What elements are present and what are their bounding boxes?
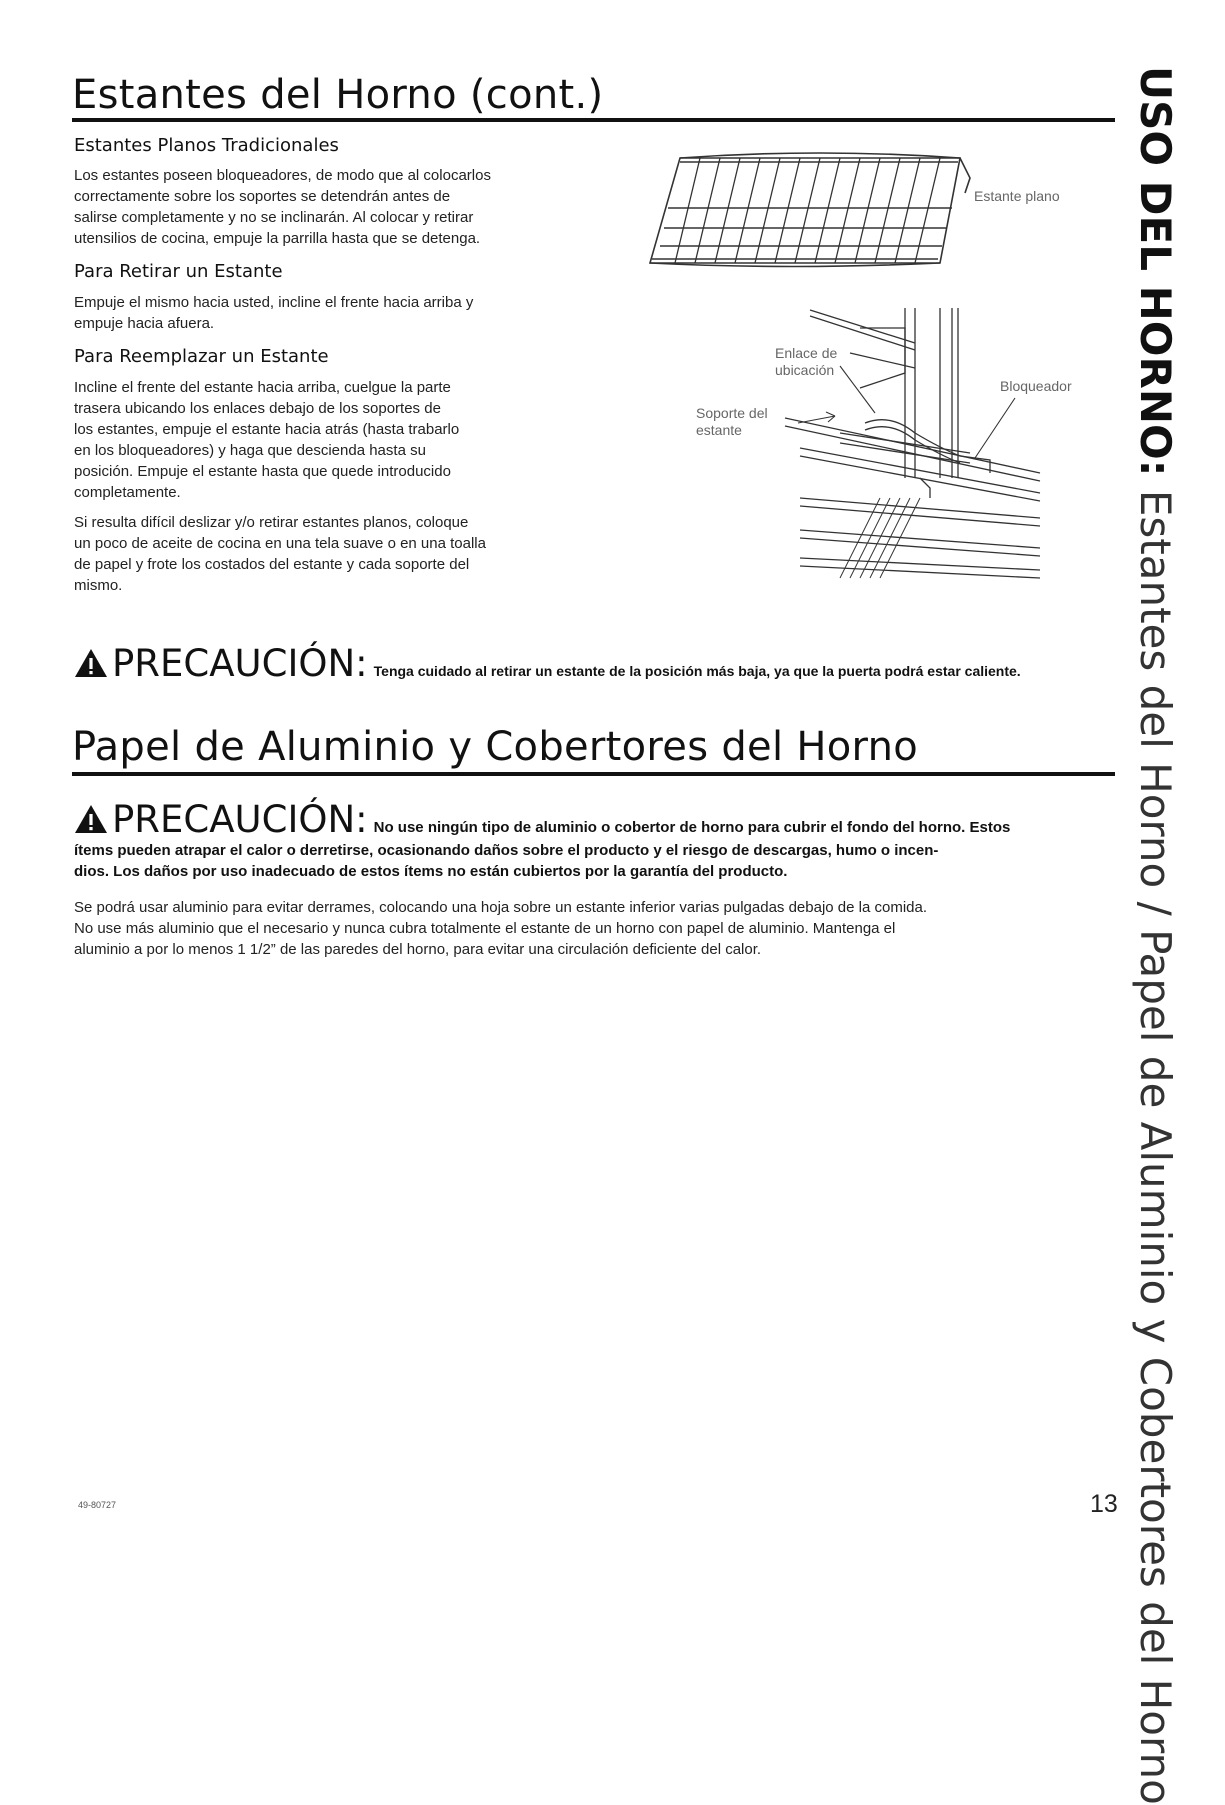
section1-title: Estantes del Horno (cont.) [72, 72, 604, 118]
tip-line: mismo. [74, 577, 123, 594]
section2-title: Papel de Aluminio y Cobertores del Horno [72, 724, 919, 770]
link-label-line1: Enlace de [775, 345, 838, 361]
tip-line: un poco de aceite de cocina en una tela suave o en una toalla [74, 535, 486, 552]
document-code: 49-80727 [78, 1500, 117, 1510]
stop-label: Bloqueador [1000, 378, 1072, 394]
tip-line: de papel y frote los costados del estante y cada soporte del [74, 556, 470, 573]
sub3-line: Incline el frente del estante hacia arriba, cuelgue la parte [74, 379, 451, 396]
link-label-line2: ubicación [775, 362, 835, 378]
warning-triangle-icon [74, 648, 108, 678]
warning-triangle-icon [74, 804, 108, 834]
caution-word: PRECAUCIÓN: [112, 642, 368, 685]
sub3-heading: Para Reemplazar un Estante [74, 346, 329, 367]
aluminum-line: Se podrá usar aluminio para evitar derrames, colocando una hoja sobre un estante inferior varias pulgadas debajo de la comida. [74, 899, 928, 916]
support-label-line2: estante [696, 422, 742, 438]
side-tab-light: Estantes del Horno / Papel de Aluminio y Cobertores del Horno [1131, 476, 1180, 1805]
sub1-line: Los estantes poseen bloqueadores, de modo que al colocarlos [74, 167, 491, 184]
caution-word: PRECAUCIÓN: [112, 798, 368, 841]
sub2-line: empuje hacia afuera. [74, 315, 215, 332]
page-number: 13 [1090, 1490, 1118, 1518]
sub2-line: Empuje el mismo hacia usted, incline el frente hacia arriba y [74, 294, 474, 311]
caution-aluminum [74, 798, 1010, 841]
support-label [696, 405, 768, 439]
flat-rack-label: Estante plano [974, 188, 1060, 204]
caution-text-line1: No use ningún tipo de aluminio o cobertor de horno para cubrir el fondo del horno. Estos [373, 819, 1011, 836]
support-label-line1: Soporte del [696, 405, 768, 421]
sub1-line: utensilios de cocina, empuje la parrilla hasta que se detenga. [74, 230, 481, 247]
flat-rack-illustration [640, 148, 980, 273]
aluminum-line: aluminio a por lo menos 1 1/2” de las paredes del horno, para evitar una circulación deficiente del calor. [74, 941, 762, 958]
sub2-heading: Para Retirar un Estante [74, 261, 283, 282]
sub3-line: posición. Empuje el estante hasta que quede introducido [74, 463, 451, 480]
sub3-line: completamente. [74, 484, 181, 501]
aluminum-line: No use más aluminio que el necesario y nunca cubra totalmente el estante de un horno con papel de aluminio. Mantenga el [74, 920, 896, 937]
sub1-heading: Estantes Planos Tradicionales [74, 135, 339, 156]
side-tab-bold: USO DEL HORNO: [1131, 66, 1180, 477]
caution-text-line3: dios. Los daños por uso inadecuado de estos ítems no están cubiertos por la garantía del producto. [74, 863, 788, 880]
caution-text-line2: ítems pueden atrapar el calor o derretirse, ocasionando daños sobre el producto y el riesgo de descargas, humo o incen- [74, 842, 939, 859]
link-label [775, 345, 837, 379]
caution-oven-door [74, 642, 1021, 685]
sub3-line: trasera ubicando los enlaces debajo de los soportes de [74, 400, 441, 417]
caution-text: Tenga cuidado al retirar un estante de la posición más baja, ya que la puerta podrá estar caliente. [373, 663, 1021, 679]
side-tab-label [1130, 66, 1180, 1805]
section1-rule [72, 118, 1115, 122]
sub3-line: en los bloqueadores) y haga que descienda hasta su [74, 442, 426, 459]
sub1-line: correctamente sobre los soportes se detendrán antes de [74, 188, 451, 205]
sub3-line: los estantes, empuje el estante hacia atrás (hasta trabarlo [74, 421, 460, 438]
rack-stop-illustration [690, 298, 1080, 588]
sub1-line: salirse completamente y no se inclinarán. Al colocar y retirar [74, 209, 474, 226]
tip-line: Si resulta difícil deslizar y/o retirar estantes planos, coloque [74, 514, 469, 531]
section2-rule [72, 772, 1115, 776]
